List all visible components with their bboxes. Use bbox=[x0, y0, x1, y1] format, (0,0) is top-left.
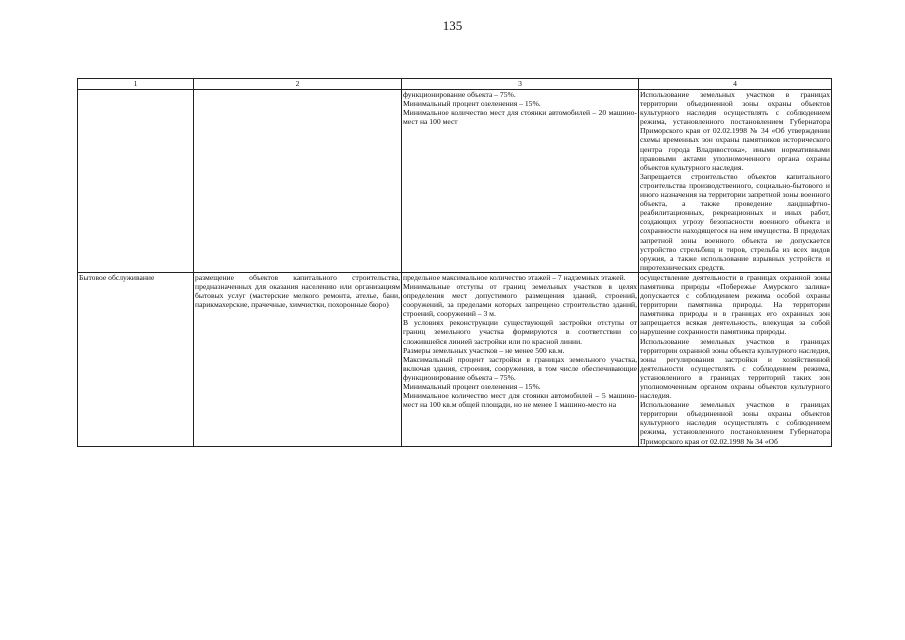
use-type-cell: Бытовое обслуживание bbox=[78, 272, 194, 446]
column-number-row bbox=[78, 79, 832, 90]
use-description-cell bbox=[194, 90, 402, 273]
paragraph: Размеры земельных участков – не менее 500 кв.м. bbox=[403, 345, 565, 355]
paragraph: размещение объектов капитального строительства, предназначенных для оказания населению или организациям бытовых услуг (мастерские мелкого ремонта, ателье, бани, парикмахерские, прачечные, химчистки, похоронные бюро) bbox=[195, 272, 400, 310]
paragraph: Запрещается строительство объектов капитального строительства производственного, социально-бытового и иного назначения на территории запретной зоны военного объекта, а также проведение ландшафтно-реабилитационных, рекреационных и иных работ, создающих угрозу безопасности военного объекта и сохранности находящегося на нем имущества. В пределах запретной зоны военного объекта не допускается устройство стрельбищ и тиров, стрельба из всех видов оружия, а также использование взрывных устройств и пиротехнических средств. bbox=[640, 171, 830, 272]
paragraph: В условиях реконструкции существующей застройки отступы от границ земельного участка формируются в соответствии со сложившейся линией застройки или по красной линии. bbox=[403, 318, 637, 346]
paragraph: функционирование объекта – 75%. bbox=[403, 90, 516, 99]
paragraph: Минимальный процент озеленения – 15%. bbox=[403, 99, 541, 109]
paragraph: осуществление деятельности в границах охранной зоны памятника природы «Побережье Амурского залива» допускается с соблюдением режима особой охраны территории памятника природы. На территории памятника природы и в границах его охранных зон запрещается всякая деятельность, влекущая за собой нарушение сохранности памятника природы. bbox=[640, 272, 830, 337]
paragraph: Минимальное количество мест для стоянки автомобилей – 20 машино-мест на 100 мест bbox=[403, 108, 637, 127]
paragraph: Минимальный процент озеленения – 15%. bbox=[403, 382, 541, 391]
paragraph: Максимальный процент застройки в границах земельного участка, включая здания, строения, сооружения, в том числе обеспечивающие функционирование объекта – 75%. bbox=[403, 354, 637, 382]
paragraph: Минимальное количество мест для стоянки автомобилей – 5 машино-мест на 100 кв.м общей площади, но не менее 1 машино-место на bbox=[403, 391, 637, 410]
regulations-table bbox=[77, 78, 832, 447]
restrictions-cell bbox=[639, 90, 832, 273]
paragraph: предельное максимальное количество этажей – 7 надземных этажей. bbox=[403, 272, 626, 282]
paragraph: Минимальные отступы от границ земельных участков в целях определения мест допустимого размещения зданий, строений, сооружений, за пределами которых запрещено строительство зданий, строений, сооружений – 3 м. bbox=[403, 281, 637, 319]
parameters-cell bbox=[402, 90, 639, 273]
table-row bbox=[78, 90, 832, 273]
paragraph: Использование земельных участков в границах территории объединенной зоны охраны объектов культурного наследия осуществлять с соблюдением режима, установленного постановлением Губернатора Приморского края от 02.02.1998 № 34 «Об утверждении схемы временных зон охраны памятников исторического центра города Владивостока», иными нормативными правовыми актами уполномоченного органа охраны объектов культурного наследия. bbox=[640, 90, 830, 172]
use-type-cell bbox=[78, 90, 194, 273]
parameters-cell bbox=[402, 272, 639, 446]
paragraph: Использование земельных участков в границах территории охранной зоны объекта культурного наследия, зоны регулирования застройки и хозяйственной деятельности осуществлять с соблюдением режима, установленного в границах территорий таких зон уполномоченным органом охраны объектов культурного наследия. bbox=[640, 336, 830, 401]
table-row bbox=[78, 272, 832, 446]
use-description-cell bbox=[194, 272, 402, 446]
column-number-3: 3 bbox=[402, 79, 639, 90]
column-number-2: 2 bbox=[194, 79, 402, 90]
restrictions-cell bbox=[639, 272, 832, 446]
paragraph: Использование земельных участков в границах территории объединенной зоны охраны объектов культурного наследия осуществлять с соблюдением режима, установленного постановлением Губернатора Приморского края от 02.02.1998 № 34 «Об bbox=[640, 400, 830, 446]
column-number-1: 1 bbox=[78, 79, 194, 90]
column-number-4: 4 bbox=[639, 79, 832, 90]
page-number: 135 bbox=[442, 18, 463, 33]
